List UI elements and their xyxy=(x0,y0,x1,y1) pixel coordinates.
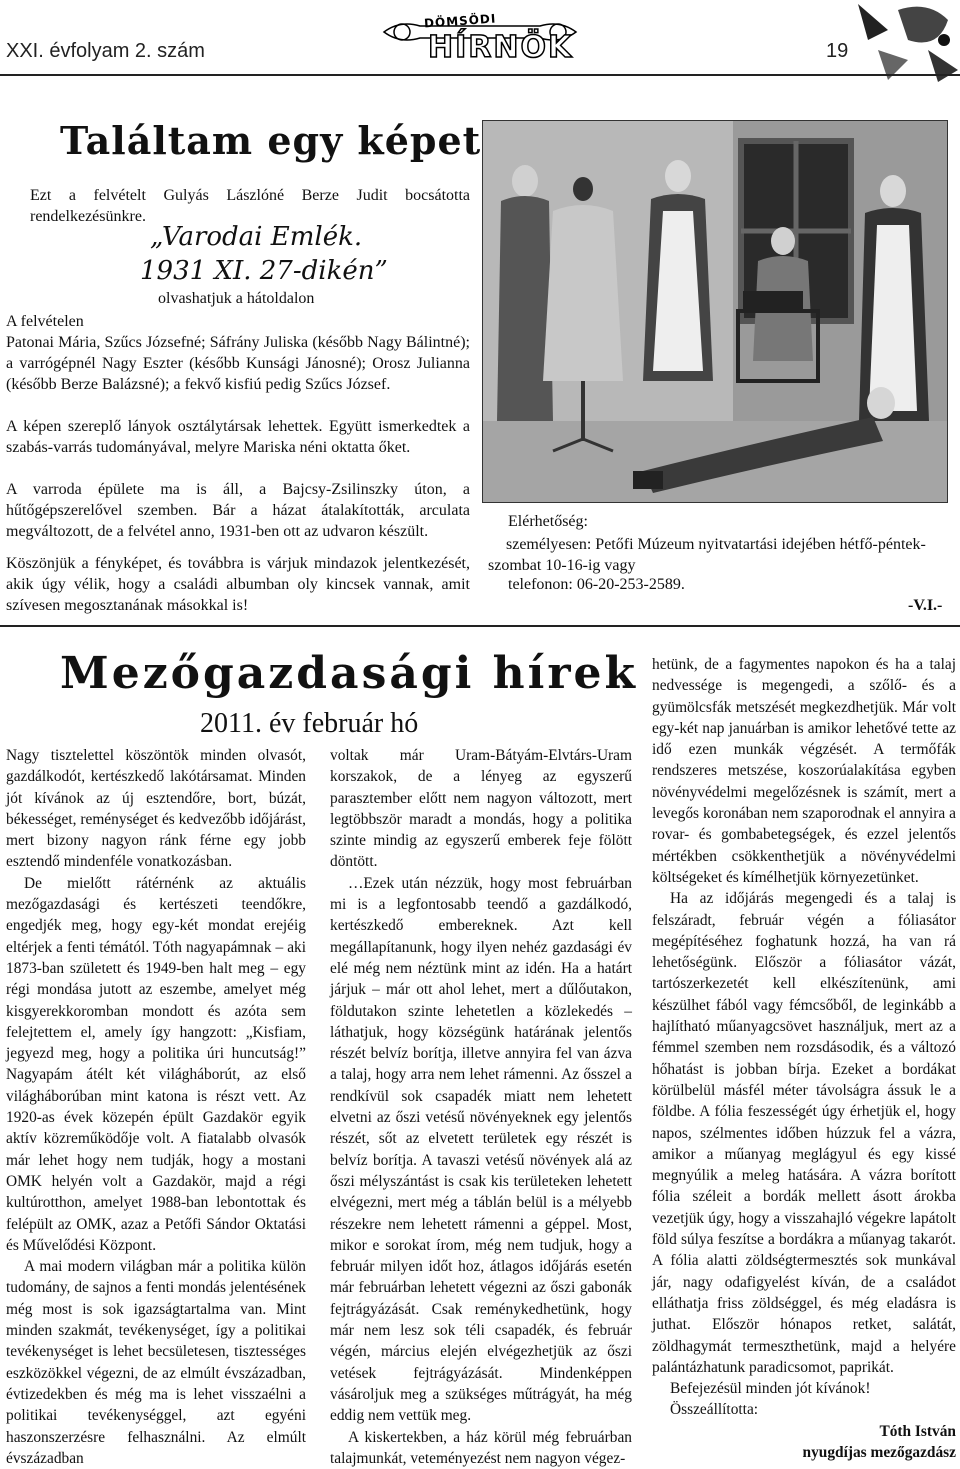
contact-in-person: személyesen: Petőfi Múzeum nyitvatartási idejében hétfő-péntek-szombat 10-16-ig vagy xyxy=(488,534,956,576)
text-column-2 xyxy=(330,745,632,1469)
paragraph: A mai modern világban már a politika külön tudomány, de sajnos a fenti mondás jelentésének még most is sok igazságtartalma van. Mint minden szakmát, tevékenységet, így a politikai tevékenységet is lehet becsületesen, tisztességes eszközökkel végezni, de az elmúlt évszázadban, évtizedekben és még ma is lehet visszaélni a politikai tevékenységgel, azt egyéni haszonszerzésre felhasználni. Az elmúlt évszázadban xyxy=(6,1256,306,1469)
issue-label: XXI. évfolyam 2. szám xyxy=(6,40,205,63)
logo-title: HÍRNÖK xyxy=(428,30,573,65)
article-signature: -V.I.- xyxy=(908,597,942,615)
article-title: Mezőgazdasági hírek xyxy=(60,648,638,699)
decorative-ornament-icon xyxy=(848,0,960,84)
paragraph: Köszönjük a fényképet, és továbbra is várjuk mindazok jelentkezését, akik úgy vélik, hogy a családi albumban oly kincsek vannak, amit szívesen megosztanának másokkal is! xyxy=(6,553,470,616)
historic-group-photo xyxy=(482,120,948,503)
text-column-3 xyxy=(652,654,956,1463)
article-date: 2011. év február hó xyxy=(200,708,418,740)
author-title: nyugdíjas mezőgazdász xyxy=(652,1442,956,1463)
paragraph: …Ezek után nézzük, hogy most februárban mi is a legfontosabb teendő a gazdálkodó, kertészkedő embereknek. Azt kell megállapítanunk, hogy ilyen nehéz gazdasági év elé még nem néztünk mint az idén. Ha a határt járjuk – már ott ahol lehet, mert a dűlőutakon, földutakon szinte lehetetlen a közlekedés – láthatjuk, hogy községünk határának jelentős részét belvíz borítja, illetve annyira fel van ázva a talaj, hogy arra nem lehet rámenni. Az ősszel a rendkívül sok csapadék miatt nem lehetett elvetni az őszi vetésű növényeknek egy jelentős részét, sőt az elvetett területek egy részét is belvíz borítja. A tavaszi vetésű növények alá az őszi mélyszántást is csak kis területeken lehetett elvégezni, mert még a táblán belül is a mélyebb részekre nem lehetett rámenni a géppel. Most, mikor e sorokat írom, még nem tudjuk, hogy a február milyen időt hoz, átlagos időjárás esetén már februárban lehetett végezni az őszi gabonák fejtrágyázását. Csak reménykedhetünk, hogy már nem lesz sok téli csapadék, és február végén, március elején elvégezhetjük az őszi vetések fejtrágyázását. Mindenképpen vásároljuk meg a szükséges műtrágyát, ha még eddig nem vettük meg. xyxy=(330,873,632,1427)
paragraph: A varroda épülete ma is áll, a Bajcsy-Zsilinszky úton, a hűtőgépszerelővel szemben. Bár a házat átalakították, arculata megváltozott, de a felvétel anno, 1931-ben ott az udvaron készült. xyxy=(6,479,470,542)
handwriting-line-1: „Varodai Emlék. xyxy=(150,222,362,252)
compiled-by-label: Összeállította: xyxy=(652,1399,956,1420)
caption-olvashatjuk: olvashatjuk a hátoldalon xyxy=(158,290,314,308)
section-divider xyxy=(0,625,960,627)
author-name: Tóth István xyxy=(652,1421,956,1442)
paragraph: De mielőtt rátérnénk az aktuális mezőgazdasági és kertészeti teendőkre, engedjék meg, hogy egy-két mondat erejéig eltérjek a fenti témától. Tóth nagyapámnak – aki 1873-ban született és 1949-ben halt meg – egy régi mondása jutott az eszembe, amelyet még kisgyerekkoromban mondott és azóta sem felejtettem el, amely így hangzott: „Kisfiam, jegyezd meg, hogy a politika úri huncutság!” Nagyapám átélt két világháborút, az első világháborúban mint katona is részt vett. Az 1920-as évek közepén épült Gazdakör egyik aktív közreműködője volt. A fiatalabb olvasók már lehet hogy nem tudják, hogy a mostani OMK helyén volt a Gazdakör, majd a régi kultúrotthon, amelyet 1988-ban lebontottak és felépült az OMK, azaz a Petőfi Sándor Oktatási és Művelődési Központ. xyxy=(6,873,306,1256)
header-divider xyxy=(0,74,960,76)
article-intro: Ezt a felvételt Gulyás Lászlóné Berze Judit bocsátotta rendelkezésünkre. xyxy=(30,185,470,227)
paragraph: Ha az időjárás megengedi és a talaj is felszáradt, február végén a fóliasátor megépítéséhez foghatunk hozzá, ha van rá lehetőségünk. Először a fóliasátor vázát, tartószerkezetét kell elkészítenünk, ami készülhet fából vagy fémcsőből, de leginkább a hajlítható műanyagcsövet használjuk, mert az a fémmel szemben nem rozsdásodik, és a változó hőhatást is jobban bírja. Ezeket a bordákat körülbelül másfél méter távolságra ássuk le a földbe. A fólia feszességét úgy érhetjük el, hogy napos, szélmentes időben húzzuk fel a vázra, amikor a műanyag meglágyul és egy kissé megnyúlik a meleg hatására. A vázra borított fólia széleit a bordák mellett ásott árokba vezetjük úgy, hogy a visszahajló végekre lapátolt föld súlya feszítse a bordákra a műanyag takarót. A fólia alatti zöldségtermesztés sok munkával jár, nagy odafigyelést kíván, de a családot elláthatja friss zöldséggel, és még eladásra is juthat. Először hónapos retket, salátát, zöldhagymát termeszthetünk, majd a helyére palántázhatunk paradicsomot, paprikát. xyxy=(652,888,956,1378)
text-column-1 xyxy=(6,745,306,1469)
paragraph: voltak már Uram-Bátyám-Elvtárs-Uram korszakok, de a lényeg az egyszerű parasztember előtt nem nagyon változott, mert legtöbbször maradt a mondás, hogy a politika szinte mindig az egyszerű emberek feje fölött döntött. xyxy=(330,745,632,873)
paragraph: hetünk, de a fagymentes napokon és ha a talaj nedvessége is megengedi, a szőlő- és a gyümölcsfák metszését megkezdhetjük. Már volt egy-két nap januárban is amikor lehetővé tette az idő ezen munkák végzését. A termőfák rendszeres metszése, koszorúalakítása egyben növényvédelmi megelőzésnek is számít, mert a levegős koronában nem szaporodnak el annyira a rovar- és gombabetegségek, és ezzel jelentős mértékben csökkenthetjük a növényvédelmi költségeket és kímélhetjük környezetünket. xyxy=(652,654,956,888)
paragraph: A kiskertekben, a ház körül még februárban talajmunkát, veteményezést nem nagyon végez- xyxy=(330,1427,632,1469)
paragraph: Patonai Mária, Szűcs Józsefné; Sáfrány Juliska (később Nagy Bálintné); a varrógépnél Nagy Eszter (később Kunsági Jánosné); Orosz Julianna (később Berze Balázsné); a fekvő kisfiú pedig Szűcs József. xyxy=(6,332,470,395)
contact-phone: telefonon: 06-20-253-2589. xyxy=(508,576,685,594)
photo-illustration xyxy=(483,121,947,502)
article-title: Találtam egy képet xyxy=(60,118,481,163)
page-number: 19 xyxy=(826,40,848,63)
closing-line: Befejezésül minden jót kívánok! xyxy=(652,1378,956,1399)
paragraph: Nagy tisztelettel köszöntök minden olvasót, gazdálkodót, kertészkedő lakótársamat. Minden jót kívánok az új esztendőre, bort, búzát, békességet, reménységet és kedvezőbb időjárást, mert bizony nagyon ránk férne egy jobb esztendő mindenféle vonatkozásban. xyxy=(6,745,306,873)
contact-title: Elérhetőség: xyxy=(508,513,588,531)
paragraph: A felvételen xyxy=(6,311,470,332)
paragraph: A képen szereplő lányok osztálytársak lehettek. Együtt ismerkedtek a szabás-varrás tudományával, melyre Mariska néni oktatta őket. xyxy=(6,416,470,458)
newspaper-logo xyxy=(380,8,580,70)
logo-subtitle: DÖMSÖDI xyxy=(424,11,497,30)
handwriting-line-2: 1931 XI. 27-dikén” xyxy=(140,256,388,286)
